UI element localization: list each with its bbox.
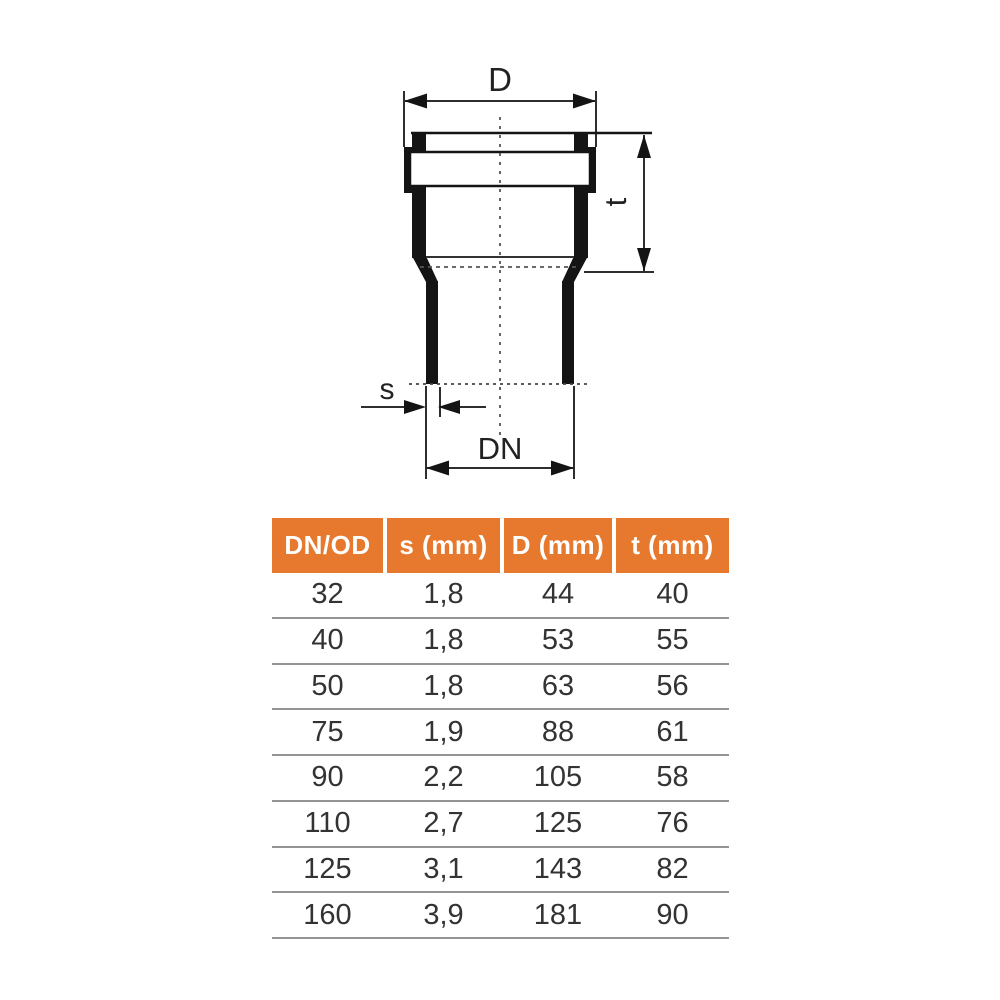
table-cell: 2,7 — [423, 807, 464, 840]
table-row — [272, 573, 729, 619]
socket-body — [404, 133, 652, 384]
table-cell: 181 — [533, 898, 583, 931]
dimension-label-dn: DN — [477, 431, 523, 466]
dimension-label-d: D — [488, 61, 512, 98]
table-cell: 3,9 — [423, 898, 464, 931]
s-dimension — [361, 373, 486, 417]
table-cell: 40 — [311, 624, 344, 657]
table-cell: 1,9 — [423, 715, 464, 748]
table-row — [272, 848, 729, 894]
col-header-d-mm: D (mm) — [504, 518, 612, 573]
table-cell: 125 — [533, 807, 583, 840]
table-cell: 160 — [303, 898, 352, 931]
table-cell: 2,2 — [423, 761, 464, 794]
table-cell: 110 — [304, 807, 351, 840]
table-cell: 63 — [541, 669, 575, 702]
table-cell: 50 — [311, 669, 344, 702]
table-cell: 53 — [541, 624, 575, 657]
dimension-label-s: s — [379, 373, 395, 406]
table-cell: 82 — [656, 852, 689, 885]
table-row — [272, 619, 729, 665]
table-row — [272, 802, 729, 848]
dimension-label-t: t — [598, 197, 633, 207]
table-cell: 3,1 — [423, 852, 464, 885]
table-row — [272, 710, 729, 756]
col-header-s-mm: s (mm) — [387, 518, 500, 573]
table-cell: 88 — [541, 715, 575, 748]
table-row — [272, 756, 729, 802]
col-header-dn-od: DN/OD — [272, 518, 383, 573]
table-cell: 125 — [303, 852, 352, 885]
table-cell: 61 — [656, 715, 689, 748]
table-header-row — [272, 518, 729, 573]
table-cell: 1,8 — [423, 578, 464, 611]
dn-dimension — [426, 386, 574, 479]
table-cell: 143 — [533, 852, 583, 885]
table-cell: 76 — [656, 807, 689, 840]
table-cell: 1,8 — [423, 669, 464, 702]
col-header-t-mm: t (mm) — [616, 518, 729, 573]
table-cell: 32 — [311, 578, 344, 611]
table-row — [272, 893, 729, 939]
table-cell: 1,8 — [423, 624, 464, 657]
dimension-table — [272, 518, 729, 939]
table-cell: 90 — [311, 761, 344, 794]
table-cell: 56 — [656, 669, 689, 702]
table-cell: 105 — [533, 761, 583, 794]
table-cell: 40 — [656, 578, 689, 611]
table-cell: 44 — [541, 578, 575, 611]
table-cell: 58 — [656, 761, 689, 794]
table-cell: 75 — [311, 715, 344, 748]
table-cell: 90 — [656, 898, 689, 931]
table-cell: 55 — [656, 624, 689, 657]
table-row — [272, 665, 729, 711]
